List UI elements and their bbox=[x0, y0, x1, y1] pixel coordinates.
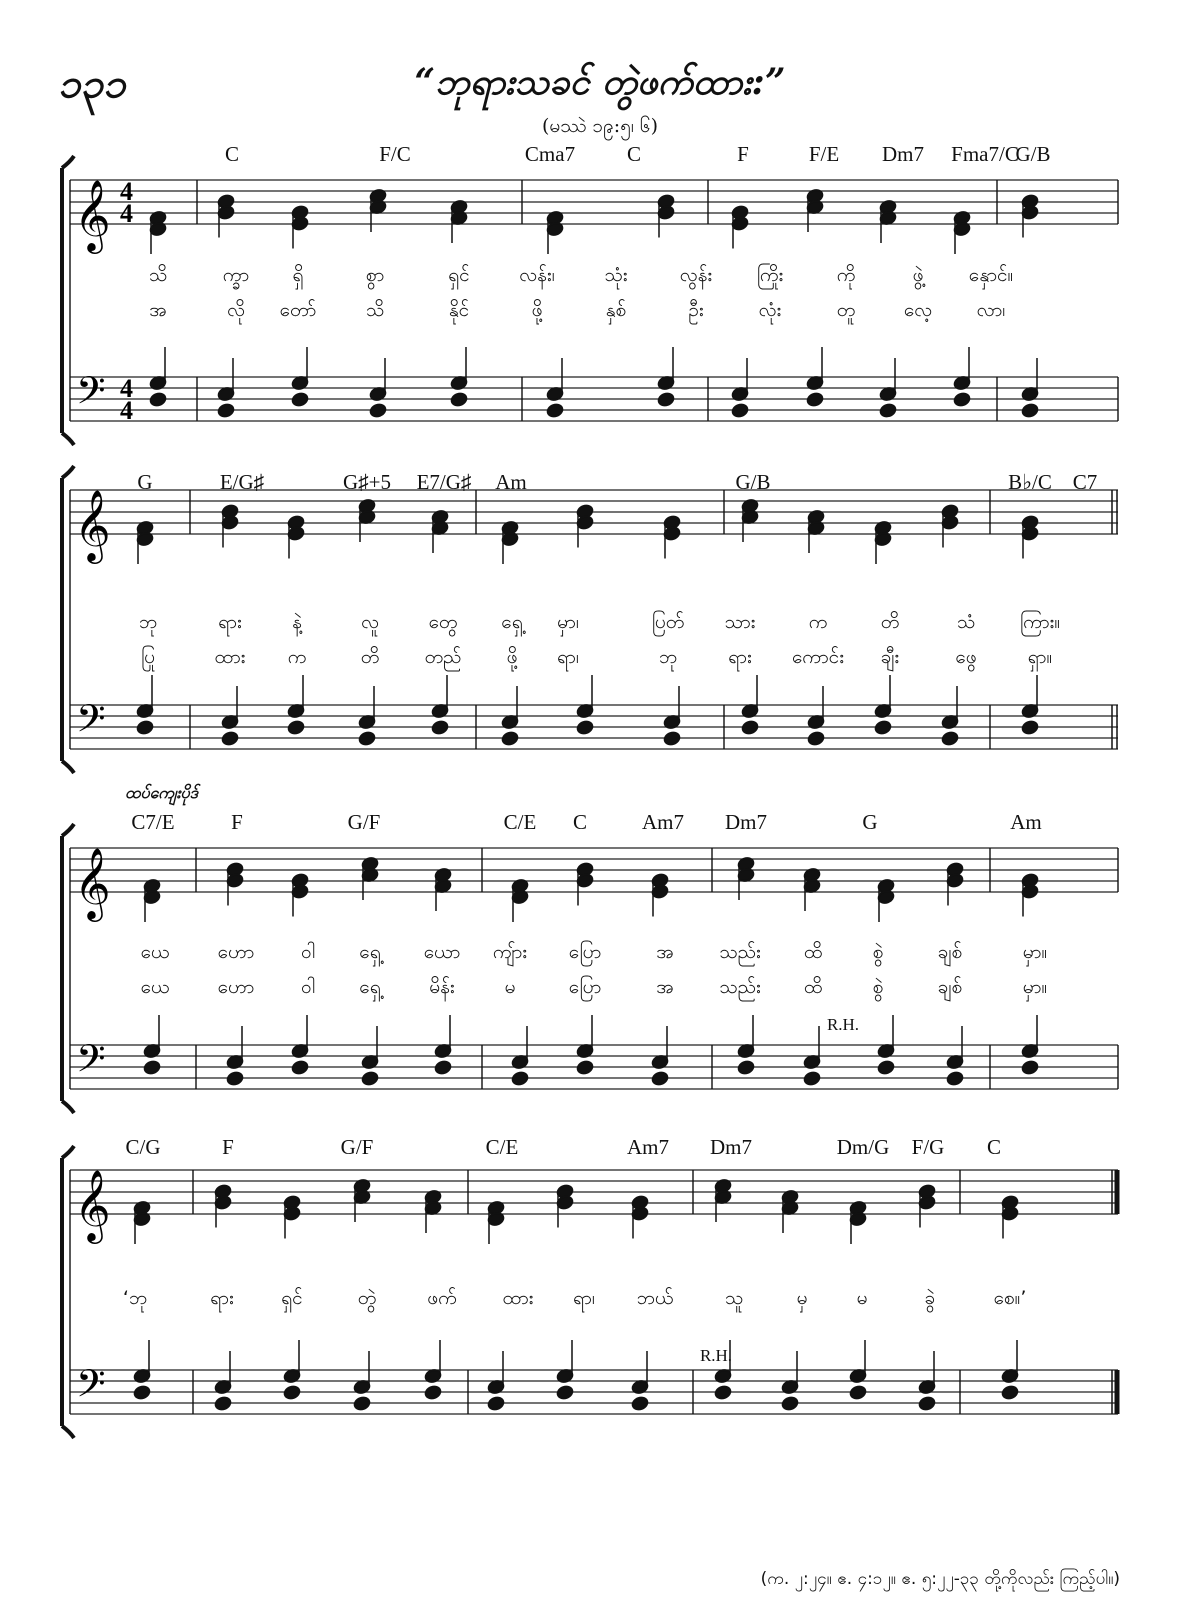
chord-symbol: Dm7 bbox=[882, 142, 924, 166]
chord-symbol: C bbox=[572, 810, 588, 834]
lyric-verse2: ရှေ့ bbox=[359, 976, 381, 998]
chord-symbol: F/E bbox=[808, 142, 840, 166]
lyric-verse1: တွဲ bbox=[357, 1287, 377, 1309]
bass-notehead bbox=[358, 731, 376, 747]
lyric-verse2: တည် bbox=[424, 646, 462, 668]
lyric-verse1: နဲ့ bbox=[292, 611, 302, 633]
chord-symbol: G/B bbox=[735, 470, 771, 494]
lyric-verse1: သုံး bbox=[604, 264, 628, 286]
bass-notehead bbox=[434, 1060, 452, 1076]
bass-notehead bbox=[546, 403, 564, 419]
lyric-verse2: မှာ။ bbox=[1022, 976, 1048, 998]
bass-notehead bbox=[291, 1060, 309, 1076]
lyric-verse1: ဟော bbox=[217, 941, 255, 963]
chord-symbol: F/G bbox=[911, 1135, 945, 1159]
chord-symbol: E/G♯ bbox=[219, 470, 265, 494]
lyric-verse2: ဝါ bbox=[301, 976, 315, 998]
chord-symbol: F/C bbox=[379, 142, 411, 166]
treble-clef-icon: 𝄞 bbox=[74, 178, 111, 251]
lyric-verse1: အ bbox=[656, 941, 674, 963]
time-signature-treble-den: 4 bbox=[120, 199, 133, 228]
lyric-verse2: အ bbox=[149, 299, 167, 321]
lyric-verse2: တော် bbox=[279, 299, 317, 321]
bass-notehead bbox=[879, 403, 897, 419]
time-signature-bass: 4 bbox=[120, 374, 133, 403]
lyric-verse1: ခွဲ bbox=[924, 1287, 936, 1309]
bass-notehead bbox=[149, 392, 167, 408]
bass-notehead bbox=[133, 1385, 151, 1401]
chord-symbol: G bbox=[137, 470, 153, 494]
lyric-verse1: စွာ bbox=[365, 264, 385, 286]
chord-symbol: G♯+5 bbox=[342, 470, 392, 494]
lyric-verse2: ဖို့ bbox=[531, 299, 543, 321]
lyric-verse1: ရာ၊ bbox=[573, 1287, 595, 1309]
lyric-verse1: ရှင် bbox=[281, 1287, 303, 1309]
lyric-verse2: ရာ၊ bbox=[557, 646, 579, 668]
bass-notehead bbox=[501, 731, 519, 747]
lyric-verse1: တိ bbox=[880, 611, 900, 633]
bass-notehead bbox=[874, 720, 892, 736]
lyric-verse2: သည်း bbox=[719, 976, 761, 998]
bass-notehead bbox=[651, 1071, 669, 1087]
chord-symbol: F bbox=[231, 810, 243, 834]
system-1 bbox=[62, 156, 1118, 445]
lyric-verse2: ချီး bbox=[880, 646, 900, 668]
chord-symbol: E7/G♯ bbox=[416, 470, 472, 494]
bass-notehead bbox=[1021, 403, 1039, 419]
bass-notehead bbox=[631, 1396, 649, 1412]
system-bracket bbox=[62, 156, 74, 445]
bass-notehead bbox=[663, 731, 681, 747]
bass-notehead bbox=[953, 392, 971, 408]
chord-symbol: C7/E bbox=[131, 810, 175, 834]
chord-symbol: C bbox=[626, 142, 642, 166]
bass-notehead bbox=[781, 1396, 799, 1412]
lyric-verse2: မိန်း bbox=[429, 976, 455, 998]
bass-notehead bbox=[1001, 1385, 1019, 1401]
lyric-verse1: ဘယ် bbox=[636, 1287, 674, 1309]
lyric-verse1: ရှိ bbox=[292, 264, 304, 286]
chord-symbol: Dm/G bbox=[836, 1135, 890, 1159]
lyric-verse1: သား bbox=[724, 611, 756, 633]
lyric-verse1: ထား bbox=[502, 1287, 534, 1309]
time-signature-bass-den: 4 bbox=[120, 396, 133, 425]
chord-symbol: B♭/C bbox=[1008, 470, 1052, 494]
lyric-verse2: လေ့ bbox=[903, 299, 933, 321]
bass-notehead bbox=[217, 403, 235, 419]
lyric-verse1: က bbox=[808, 611, 828, 633]
lyric-verse2: ယေ bbox=[140, 976, 170, 998]
bass-notehead bbox=[226, 1071, 244, 1087]
bass-notehead bbox=[714, 1385, 732, 1401]
right-hand-mark: R.H. bbox=[826, 1015, 860, 1034]
lyric-verse2: ဟော bbox=[217, 976, 255, 998]
lyric-verse1: တွေ bbox=[428, 611, 458, 633]
lyric-verse2: တူ bbox=[836, 299, 856, 321]
lyric-verse2: အ bbox=[656, 976, 674, 998]
lyric-verse2: ဘု bbox=[658, 646, 678, 668]
chord-symbol: Am7 bbox=[627, 1135, 669, 1159]
lyric-verse2: ဖို့ bbox=[506, 646, 518, 668]
bass-notehead bbox=[803, 1071, 821, 1087]
lyric-verse1: ဝါ bbox=[301, 941, 315, 963]
treble-clef-icon: 𝄞 bbox=[74, 488, 111, 561]
chord-symbol: Fma7/C bbox=[951, 142, 1019, 166]
lyric-verse1: လန်း၊ bbox=[519, 264, 555, 286]
bass-notehead bbox=[487, 1396, 505, 1412]
lyric-verse1: လွန်း bbox=[679, 264, 713, 286]
lyric-verse2: ထိ bbox=[803, 976, 823, 998]
bass-clef-icon: 𝄢 bbox=[76, 1036, 106, 1090]
chord-symbol: Am bbox=[1010, 810, 1042, 834]
bass-notehead bbox=[353, 1396, 371, 1412]
bass-clef-icon: 𝄢 bbox=[76, 696, 106, 750]
lyric-verse1: ယေ bbox=[140, 941, 170, 963]
bass-notehead bbox=[221, 731, 239, 747]
chord-symbol: Dm7 bbox=[710, 1135, 752, 1159]
lyric-verse1: ချစ် bbox=[937, 941, 963, 963]
lyric-verse2: တိ bbox=[360, 646, 380, 668]
bass-notehead bbox=[424, 1385, 442, 1401]
lyric-verse2: လုံး bbox=[758, 299, 782, 321]
lyric-verse2: ပြော bbox=[568, 976, 602, 998]
lyric-verse2: ရှာ။ bbox=[1027, 646, 1053, 668]
bass-notehead bbox=[576, 1060, 594, 1076]
bass-notehead bbox=[291, 392, 309, 408]
chord-symbol: C/E bbox=[485, 1135, 519, 1159]
lyric-verse2: နိုင် bbox=[448, 299, 470, 321]
lyric-verse2: ဖွေ bbox=[955, 646, 977, 668]
lyric-verse2: စွဲ bbox=[872, 976, 884, 998]
lyric-verse1: ရှေ့ bbox=[501, 611, 523, 633]
lyric-verse2: ချစ် bbox=[937, 976, 963, 998]
chord-symbol: C7 bbox=[1072, 470, 1098, 494]
chord-symbol: Dm7 bbox=[725, 810, 767, 834]
lyric-verse1: ‘ဘု bbox=[122, 1287, 148, 1309]
bass-notehead bbox=[1021, 1060, 1039, 1076]
chord-symbol: C/E bbox=[503, 810, 537, 834]
chord-symbol: Cma7 bbox=[524, 142, 576, 166]
lyric-verse1: သူ bbox=[724, 1287, 744, 1309]
right-hand-mark: R.H. bbox=[699, 1346, 733, 1365]
chord-symbol: C/G bbox=[125, 1135, 161, 1159]
lyric-verse1: မှာ၊ bbox=[557, 611, 579, 633]
bass-notehead bbox=[941, 731, 959, 747]
treble-clef-icon: 𝄞 bbox=[74, 1168, 111, 1241]
lyric-verse1: ဖက် bbox=[427, 1287, 457, 1309]
bass-notehead bbox=[946, 1071, 964, 1087]
hymn-title: “ဘုရားသခင် တွဲဖက်ထား:” bbox=[414, 61, 786, 103]
lyric-verse1: ပြတ် bbox=[651, 611, 685, 633]
lyric-verse1: ကြိုး bbox=[756, 264, 784, 286]
bass-notehead bbox=[143, 1060, 161, 1076]
chord-symbol: Am7 bbox=[642, 810, 684, 834]
hymn-number: ၁၃၁ bbox=[58, 60, 126, 107]
lyric-verse2: ဦး bbox=[688, 299, 704, 321]
bass-notehead bbox=[1021, 720, 1039, 736]
lyric-verse1: နှောင်။ bbox=[968, 264, 1014, 286]
bass-notehead bbox=[741, 720, 759, 736]
bass-notehead bbox=[877, 1060, 895, 1076]
bass-notehead bbox=[214, 1396, 232, 1412]
lyric-verse2: နှစ် bbox=[605, 299, 627, 321]
chord-symbol: G/F bbox=[340, 1135, 374, 1159]
bass-notehead bbox=[287, 720, 305, 736]
lyric-verse1: ရှေ့ bbox=[359, 941, 381, 963]
bass-notehead bbox=[849, 1385, 867, 1401]
bass-clef-icon: 𝄢 bbox=[76, 1361, 106, 1415]
lyric-verse1: မှ bbox=[796, 1287, 808, 1309]
lyric-verse1: သံ bbox=[956, 611, 976, 633]
bass-notehead bbox=[369, 403, 387, 419]
lyric-verse1: ကျ်ား bbox=[492, 941, 528, 963]
lyric-verse1: ဘု bbox=[138, 611, 158, 633]
lyric-verse1: လူ bbox=[361, 611, 379, 633]
chord-symbol: F bbox=[737, 142, 749, 166]
lyric-verse1: ထိ bbox=[803, 941, 823, 963]
bass-notehead bbox=[731, 403, 749, 419]
system-bracket bbox=[62, 824, 74, 1113]
lyric-verse1: သိ bbox=[148, 264, 168, 286]
system-3 bbox=[62, 824, 1118, 1113]
bass-notehead bbox=[361, 1071, 379, 1087]
bass-notehead bbox=[918, 1396, 936, 1412]
lyric-verse2: က bbox=[287, 646, 307, 668]
chord-symbol: G/B bbox=[1015, 142, 1051, 166]
bass-notehead bbox=[576, 720, 594, 736]
lyric-verse2: မ bbox=[504, 976, 516, 998]
footnote-references: (က. ၂:၂၄။ ဧ. ၄:၁၂။ ဧ. ၅:၂၂-၃၃ တို့ကိုလည်း ကြည့်ပါ။) bbox=[760, 1569, 1120, 1589]
lyric-verse2: လို bbox=[227, 299, 245, 321]
lyric-verse1: ရှင် bbox=[448, 264, 470, 286]
chord-symbol: C bbox=[224, 142, 240, 166]
time-signature-treble: 4 bbox=[120, 177, 133, 206]
lyric-verse1: ကို bbox=[836, 264, 856, 286]
bass-notehead bbox=[737, 1060, 755, 1076]
chord-symbol: Am bbox=[495, 470, 527, 494]
bass-notehead bbox=[283, 1385, 301, 1401]
lyric-verse2: ပြု bbox=[140, 646, 156, 668]
lyric-verse2: ကောင်း bbox=[791, 646, 845, 668]
bass-notehead bbox=[511, 1071, 529, 1087]
treble-clef-icon: 𝄞 bbox=[74, 846, 111, 919]
lyric-verse2: ရား bbox=[728, 646, 752, 668]
lyric-verse2: လာ၊ bbox=[976, 299, 1006, 321]
system-bracket bbox=[62, 1146, 74, 1438]
bass-notehead bbox=[136, 720, 154, 736]
bass-notehead bbox=[556, 1385, 574, 1401]
lyric-verse1: စေ။’ bbox=[993, 1287, 1027, 1309]
lyric-verse1: စွဲ bbox=[872, 941, 884, 963]
bass-notehead bbox=[431, 720, 449, 736]
section-label: ထပ်ကျေးပိုဒ် bbox=[125, 783, 198, 802]
bass-notehead bbox=[807, 731, 825, 747]
scripture-reference: (မဿဲ ၁၉:၅၊ ၆) bbox=[541, 115, 659, 137]
lyric-verse2: သိ bbox=[365, 299, 385, 321]
chord-symbol: F bbox=[222, 1135, 234, 1159]
lyric-verse1: ဖွဲ့ bbox=[912, 264, 924, 286]
chord-symbol: G/F bbox=[347, 810, 381, 834]
lyric-verse1: သည်း bbox=[719, 941, 761, 963]
chord-symbol: G bbox=[862, 810, 878, 834]
lyric-verse1: မှာ။ bbox=[1022, 941, 1048, 963]
chord-symbol: C bbox=[986, 1135, 1002, 1159]
bass-notehead bbox=[450, 392, 468, 408]
lyric-verse1: ယော bbox=[423, 941, 461, 963]
lyric-verse1: ရား bbox=[218, 611, 242, 633]
lyric-verse1: က္ခာ bbox=[222, 264, 250, 286]
lyric-verse2: ထား bbox=[214, 646, 246, 668]
lyric-verse1: ရား bbox=[210, 1287, 234, 1309]
bass-notehead bbox=[657, 392, 675, 408]
bass-clef-icon: 𝄢 bbox=[76, 368, 106, 422]
lyric-verse1: ပြော bbox=[568, 941, 602, 963]
lyric-verse1: ကြား။ bbox=[1019, 611, 1061, 633]
bass-notehead bbox=[806, 392, 824, 408]
lyric-verse1: မ bbox=[856, 1287, 868, 1309]
